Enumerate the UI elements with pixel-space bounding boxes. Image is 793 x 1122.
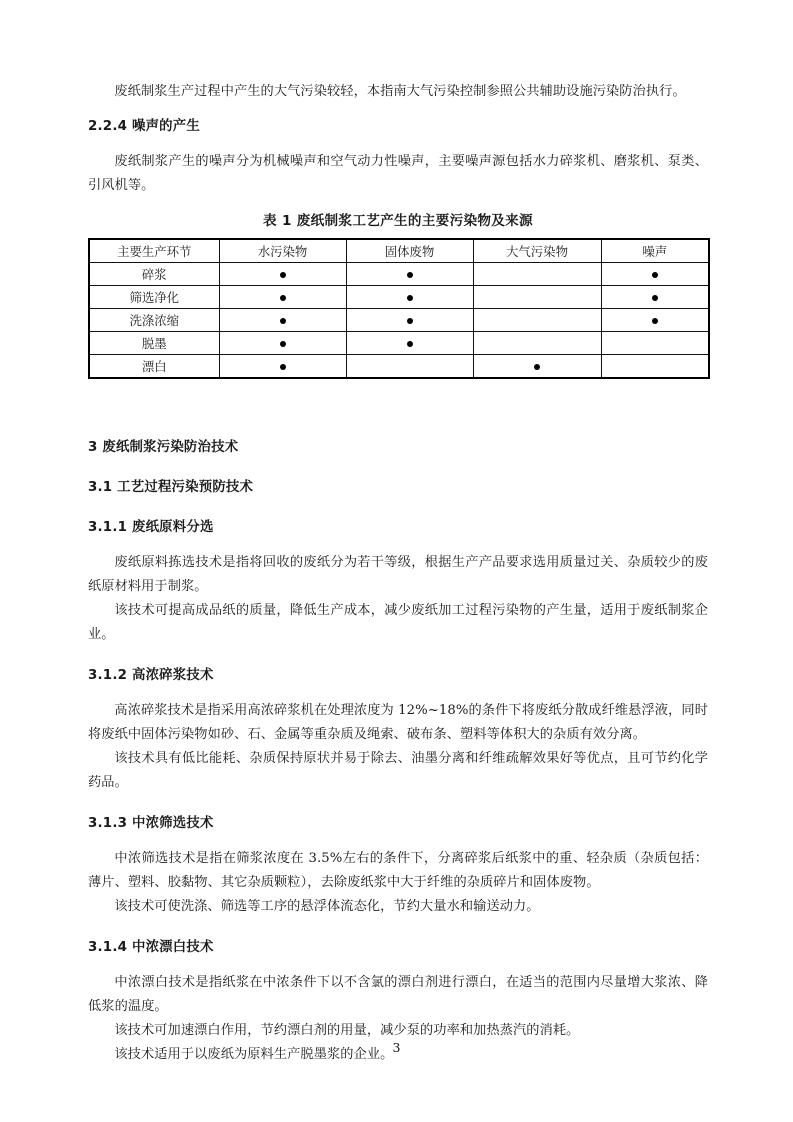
column-header-solid: 固体废物 <box>346 239 473 263</box>
cell-stage: 洗涤浓缩 <box>89 309 219 332</box>
heading-2-2-4: 2.2.4 噪声的产生 <box>88 119 200 134</box>
spacer <box>88 104 708 116</box>
table-row <box>89 355 709 379</box>
cell-solid <box>346 263 473 286</box>
paragraph-3-1-4-c: 该技术适用于以废纸为原料生产脱墨浆的企业。 <box>114 1047 394 1062</box>
heading-3: 3 废纸制浆污染防治技术 <box>88 440 239 455</box>
spacer <box>88 959 708 971</box>
bullet-dot-icon <box>407 318 413 324</box>
bullet-dot-icon <box>652 318 658 324</box>
heading-3-1-2: 3.1.2 高浓碎浆技术 <box>88 668 214 683</box>
heading-3-1-3: 3.1.3 中浓筛选技术 <box>88 816 214 831</box>
bullet-dot-icon <box>280 295 286 301</box>
table-header-row <box>89 239 709 263</box>
paragraph-3-1-3-a: 中浓筛选技术是指在筛浆浓度在 3.5%左右的条件下，分离碎浆后纸浆中的重、轻杂质（杂质包括：薄片、塑料、胶黏物、其它杂质颗粒），去除废纸浆中大于纤维的杂质碎片和固体废物。 <box>88 851 708 890</box>
cell-stage: 脱墨 <box>89 332 219 355</box>
cell-noise <box>601 263 709 286</box>
heading-3-1-4: 3.1.4 中浓漂白技术 <box>88 940 214 955</box>
bullet-dot-icon <box>652 272 658 278</box>
intro-paragraph: 废纸制浆生产过程中产生的大气污染较轻，本指南大气污染控制参照公共辅助设施污染防治执行。 <box>114 84 686 99</box>
cell-stage: 碎浆 <box>89 263 219 286</box>
cell-air <box>473 286 601 309</box>
paragraph-3-1-1-a: 废纸原料拣选技术是指将回收的废纸分为若干等级，根据生产产品要求选用质量过关、杂质较少的废纸原材料用于制浆。 <box>88 555 708 594</box>
spacer <box>88 198 708 210</box>
cell-water <box>219 355 346 379</box>
spacer <box>88 459 708 477</box>
paragraph-3-1-3-b: 该技术可使洗涤、筛选等工序的悬浮体流态化，节约大量水和输送动力。 <box>114 899 540 914</box>
cell-noise <box>601 286 709 309</box>
page-number: 3 <box>392 1040 401 1055</box>
spacer <box>88 687 708 699</box>
table1-caption: 表 1 废纸制浆工艺产生的主要污染物及来源 <box>263 213 533 229</box>
spacer <box>88 138 708 150</box>
paragraph-2-2-4: 废纸制浆产生的噪声分为机械噪声和空气动力性噪声，主要噪声源包括水力碎浆机、磨浆机、泵类、引风机等。 <box>88 154 708 193</box>
paragraph-3-1-4-a: 中浓漂白技术是指纸浆在中浓条件下以不含氯的漂白剂进行漂白，在适当的范围内尽量增大浆浓、降低浆的温度。 <box>88 975 708 1014</box>
paragraph-3-1-2-b: 该技术具有低比能耗、杂质保持原状并易于除去、油墨分离和纤维疏解效果好等优点，且可节约化学药品。 <box>88 751 708 790</box>
table1-pollutants <box>88 238 710 379</box>
table-row <box>89 263 709 286</box>
cell-water <box>219 263 346 286</box>
table1-body <box>89 239 709 378</box>
cell-solid <box>346 332 473 355</box>
page-content <box>88 80 708 1067</box>
heading-3-1-1: 3.1.1 废纸原料分选 <box>88 520 214 535</box>
cell-noise <box>601 309 709 332</box>
bullet-dot-icon <box>280 341 286 347</box>
spacer <box>88 419 708 437</box>
column-header-stage: 主要生产环节 <box>89 239 219 263</box>
spacer <box>88 835 708 847</box>
heading-3-1: 3.1 工艺过程污染预防技术 <box>88 480 254 495</box>
table-row <box>89 309 709 332</box>
cell-air <box>473 263 601 286</box>
column-header-noise: 噪声 <box>601 239 709 263</box>
bullet-dot-icon <box>407 272 413 278</box>
cell-water <box>219 286 346 309</box>
spacer <box>88 795 708 813</box>
paragraph-3-1-4-b: 该技术可加速漂白作用，节约漂白剂的用量，减少泵的功率和加热蒸汽的消耗。 <box>114 1023 580 1038</box>
bullet-dot-icon <box>280 272 286 278</box>
paragraph-3-1-2-a: 高浓碎浆技术是指采用高浓碎浆机在处理浓度为 12%~18%的条件下将废纸分散成纤维悬浮液，同时将废纸中固体污染物如砂、石、金属等重杂质及绳索、破布条、塑料等体积大的杂质有效分离。 <box>88 703 708 742</box>
cell-solid <box>346 286 473 309</box>
cell-air <box>473 309 601 332</box>
bullet-dot-icon <box>280 318 286 324</box>
column-header-air: 大气污染物 <box>473 239 601 263</box>
table-row <box>89 286 709 309</box>
spacer <box>88 647 708 665</box>
spacer <box>88 499 708 517</box>
column-header-water: 水污染物 <box>219 239 346 263</box>
bullet-dot-icon <box>652 295 658 301</box>
cell-noise <box>601 332 709 355</box>
cell-solid <box>346 309 473 332</box>
bullet-dot-icon <box>534 364 540 370</box>
cell-air <box>473 332 601 355</box>
cell-air <box>473 355 601 379</box>
cell-solid <box>346 355 473 379</box>
cell-water <box>219 309 346 332</box>
table-row <box>89 332 709 355</box>
bullet-dot-icon <box>407 295 413 301</box>
spacer <box>88 379 708 419</box>
spacer <box>88 539 708 551</box>
bullet-dot-icon <box>280 364 286 370</box>
bullet-dot-icon <box>407 341 413 347</box>
cell-stage: 筛选净化 <box>89 286 219 309</box>
paragraph-3-1-1-b: 该技术可提高成品纸的质量，降低生产成本，减少废纸加工过程污染物的产生量，适用于废纸制浆企业。 <box>88 603 708 642</box>
cell-water <box>219 332 346 355</box>
cell-stage: 漂白 <box>89 355 219 379</box>
cell-noise <box>601 355 709 379</box>
spacer <box>88 919 708 937</box>
